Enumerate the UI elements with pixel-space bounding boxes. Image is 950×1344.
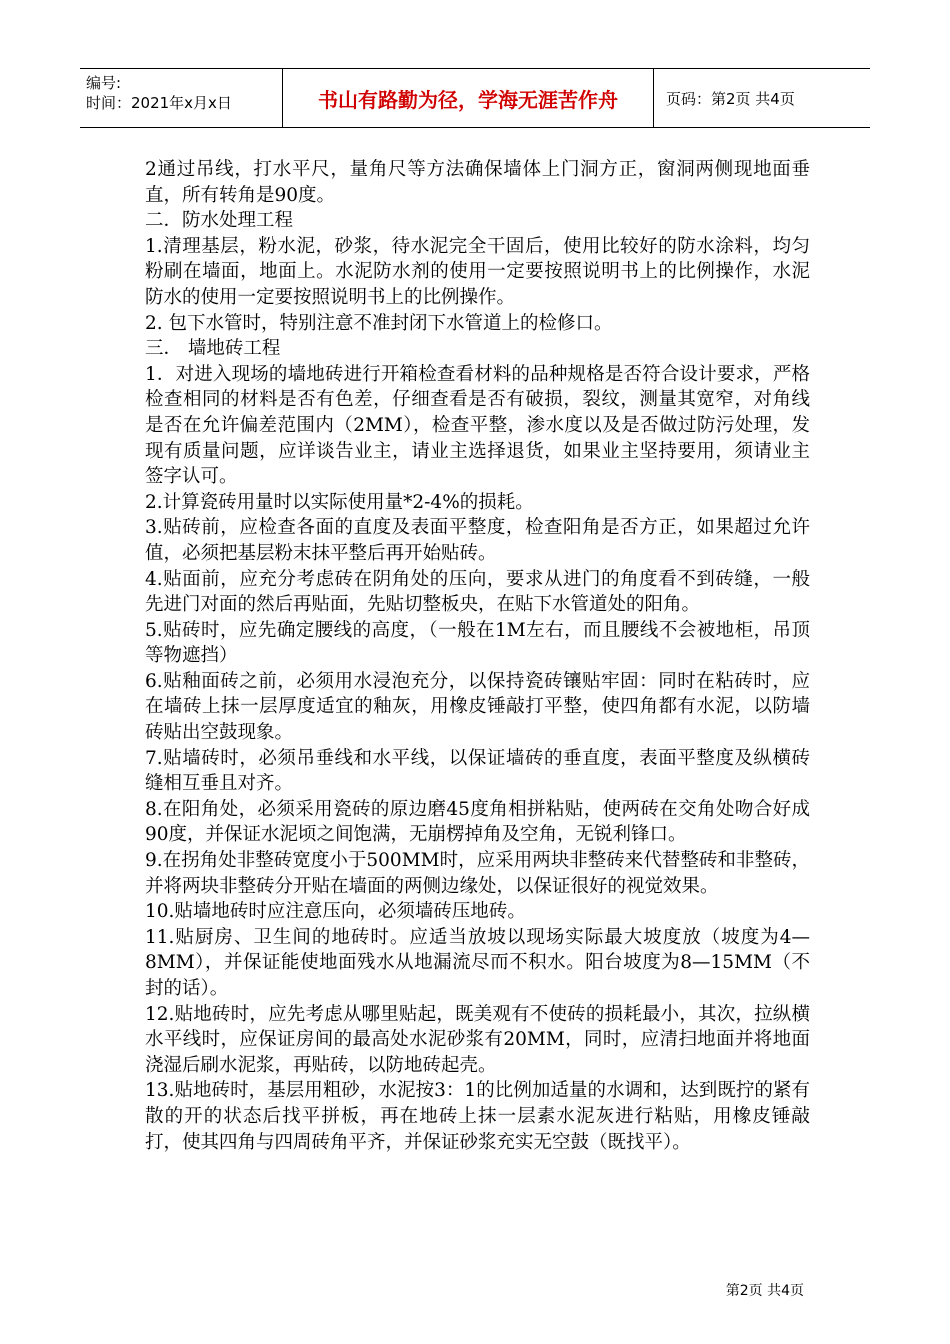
paragraph: 9.在拐角处非整砖宽度小于500MM时，应采用两块非整砖来代替整砖和非整砖，并将两块非整砖分开贴在墙面的两侧边缘处，以保证很好的视觉效果。	[145, 850, 810, 897]
page-header	[80, 68, 870, 128]
paragraph: 8.在阳角处，必须采用瓷砖的原边磨45度角相拼粘贴，使两砖在交角处吻合好成90度，并保证水泥顷之间饱满，无崩楞掉角及空角，无锐利锋口。	[145, 798, 810, 846]
paragraph: 11.贴厨房、卫生间的地砖时。应适当放坡以现场实际最大坡度放（坡度为4—8MM），并保证能使地面残水从地漏流尽而不积水。阳台坡度为8—15MM（不封的话）。	[145, 926, 810, 999]
paragraph: 7.贴墙砖时，必须吊垂线和水平线，以保证墙砖的垂直度，表面平整度及纵横砖缝相互垂且对齐。	[145, 747, 810, 795]
paragraph: 12.贴地砖时，应先考虑从哪里贴起，既美观有不使砖的损耗最小，其次，拉纵横水平线时，应保证房间的最高处水泥砂浆有20MM，同时，应清扫地面并将地面浇湿后刷水泥浆，再贴砖，以防地砖起壳。	[145, 1003, 810, 1076]
section-heading: 三． 墙地砖工程	[145, 338, 281, 360]
paragraph: 10.贴墙地砖时应注意压向，必须墙砖压地砖。	[145, 901, 526, 923]
paragraph: 2通过吊线，打水平尺，量角尺等方法确保墙体上门洞方正，窗洞两侧现地面垂直，所有转角是90度。	[145, 159, 810, 206]
paragraph: 1.清理基层，粉水泥，砂浆，待水泥完全干固后，使用比较好的防水涂料，均匀粉刷在墙面，地面上。水泥防水剂的使用一定要按照说明书上的比例操作，水泥防水的使用一定要按照说明书上的比例操作。	[145, 235, 810, 308]
section-heading: 二．防水处理工程	[145, 210, 294, 232]
paragraph: 6.贴釉面砖之前，必须用水浸泡充分，以保持瓷砖镶贴牢固：同时在粘砖时，应在墙砖上抹一层厚度适宜的釉灰，用橡皮锤敲打平整，使四角都有水泥，以防墙砖贴出空鼓现象。	[145, 670, 810, 744]
paragraph: 13.贴地砖时，基层用粗砂，水泥按3：1的比例加适量的水调和，达到既拧的紧有散的开的状态后找平拼板，再在地砖上抹一层素水泥灰进行粘贴，用橡皮锤敲打，使其四角与四周砖角平齐，并保证砂浆充实无空鼓（既找平）。	[145, 1080, 810, 1153]
document-time: 时间：2021年x月x日	[86, 94, 232, 112]
header-motto: 书山有路勤为径，学海无涯苦作舟	[282, 69, 654, 127]
document-number-label: 编号:	[86, 74, 122, 92]
paragraph: 4.贴面前，应充分考虑砖在阴角处的压向，要求从进门的角度看不到砖缝，一般先进门对面的然后再贴面，先贴切整板央，在贴下水管道处的阳角。	[145, 568, 810, 616]
paragraph: 1．对进入现场的墙地砖进行开箱检查看材料的品种规格是否符合设计要求，严格检查相同的材料是否有色差，仔细查看是否有破损，裂纹，测量其宽窄，对角线是否在允许偏差范围内（2MM），检查平整，渗水度以及是否做过防污处理，发现有质量问题，应详谈告业主，请业主选择退货，如果业主坚持要用，须请业主签字认可。	[145, 363, 810, 488]
header-meta	[80, 69, 282, 127]
document-body	[145, 157, 810, 1155]
paragraph: 5.贴砖时，应先确定腰线的高度，（一般在1M左右，而且腰线不会被地柜，吊顶等物遮挡）	[145, 619, 810, 667]
paragraph: 2.计算瓷砖用量时以实际使用量*2-4%的损耗。	[145, 491, 534, 513]
page-footer: 第2页 共4页	[725, 1283, 804, 1299]
header-page-info: 页码：第2页 共4页	[666, 89, 795, 108]
paragraph: 2. 包下水管时，特别注意不准封闭下水管道上的检修口。	[145, 312, 613, 334]
paragraph: 3.贴砖前，应检查各面的直度及表面平整度，检查阳角是否方正，如果超过允许值，必须把基层粉末抹平整后再开始贴砖。	[145, 517, 810, 564]
